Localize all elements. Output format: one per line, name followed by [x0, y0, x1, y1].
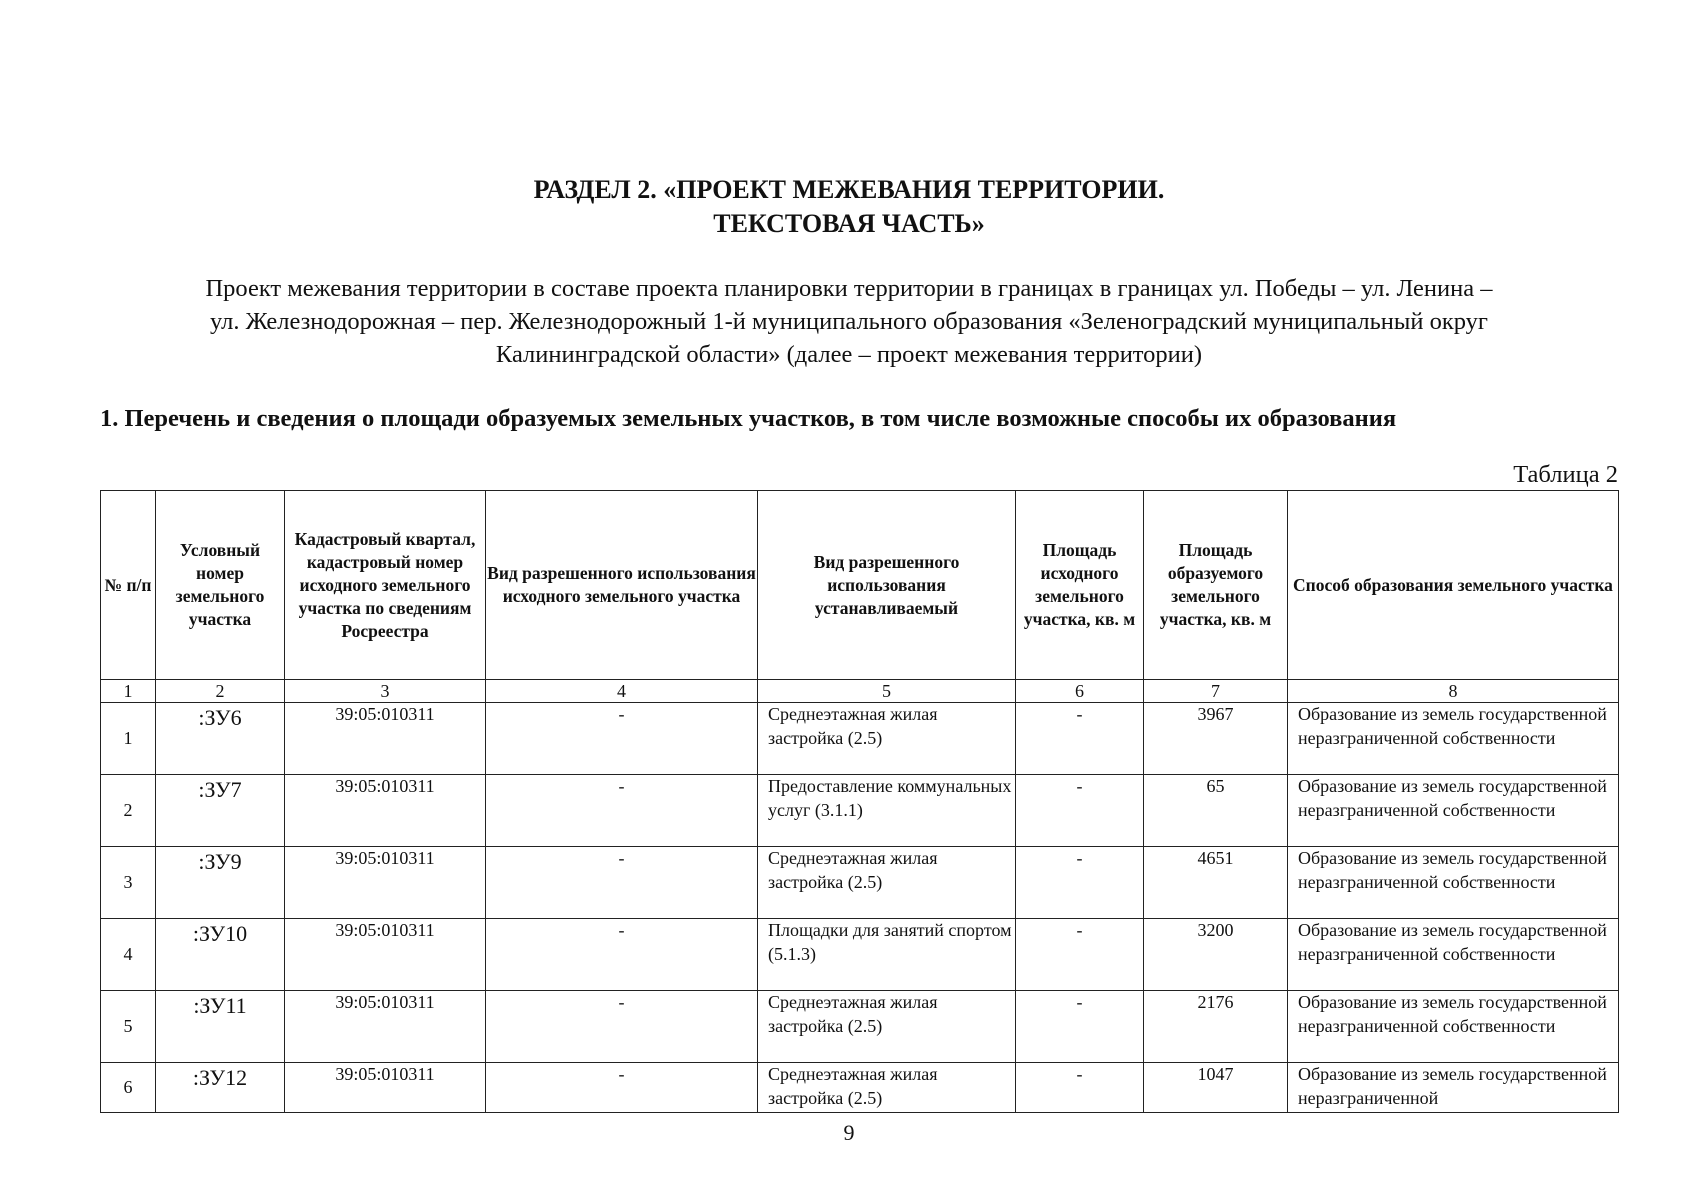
row-index: 1 [101, 703, 156, 775]
plot-area: 2176 [1144, 991, 1288, 1063]
column-number: 1 [101, 680, 156, 703]
source-area: - [1016, 991, 1144, 1063]
target-use: Среднеэтажная жилая застройка (2.5) [758, 847, 1016, 919]
target-use: Предоставление коммунальных услуг (3.1.1) [758, 775, 1016, 847]
header-method: Способ образования земельного участка [1288, 491, 1619, 680]
source-area: - [1016, 847, 1144, 919]
header-index: № п/п [101, 491, 156, 680]
column-number: 2 [156, 680, 285, 703]
formation-method: Образование из земель государственной неразграниченной собственности [1288, 703, 1619, 775]
formation-method: Образование из земель государственной неразграниченной собственности [1288, 847, 1619, 919]
column-number: 8 [1288, 680, 1619, 703]
plot-code: :ЗУ12 [156, 1063, 285, 1113]
intro-line-2: ул. Железнодорожная – пер. Железнодорожный 1-й муниципального образования «Зеленоградский муниципальный округ [210, 308, 1488, 335]
cadastral-number: 39:05:010311 [285, 919, 486, 991]
table-row [101, 847, 1619, 919]
row-index: 3 [101, 847, 156, 919]
header-area: Площадь образуемого земельного участка, кв. м [1144, 491, 1288, 680]
source-use: - [486, 919, 758, 991]
land-plots-table [100, 490, 1619, 1113]
header-plot-code: Условный номер земельного участка [156, 491, 285, 680]
header-source-use: Вид разрешенного использования исходного земельного участка [486, 491, 758, 680]
source-area: - [1016, 1063, 1144, 1113]
formation-method: Образование из земель государственной неразграниченной [1288, 1063, 1619, 1113]
formation-method: Образование из земель государственной неразграниченной собственности [1288, 919, 1619, 991]
table-caption: Таблица 2 [1513, 461, 1618, 488]
table-row [101, 703, 1619, 775]
formation-method: Образование из земель государственной неразграниченной собственности [1288, 775, 1619, 847]
source-area: - [1016, 919, 1144, 991]
section-title-line-2: ТЕКСТОВАЯ ЧАСТЬ» [713, 209, 985, 238]
column-number: 6 [1016, 680, 1144, 703]
source-use: - [486, 1063, 758, 1113]
plot-code: :ЗУ10 [156, 919, 285, 991]
header-cadastral: Кадастровый квартал, кадастровый номер исходного земельного участка по сведениям Росреестра [285, 491, 486, 680]
target-use: Среднеэтажная жилая застройка (2.5) [758, 991, 1016, 1063]
source-use: - [486, 703, 758, 775]
column-number: 3 [285, 680, 486, 703]
plot-code: :ЗУ11 [156, 991, 285, 1063]
target-use: Площадки для занятий спортом (5.1.3) [758, 919, 1016, 991]
plot-area: 65 [1144, 775, 1288, 847]
row-index: 6 [101, 1063, 156, 1113]
table-row [101, 1063, 1619, 1113]
cadastral-number: 39:05:010311 [285, 1063, 486, 1113]
plot-code: :ЗУ6 [156, 703, 285, 775]
table-row [101, 991, 1619, 1063]
intro-line-1: Проект межевания территории в составе проекта планировки территории в границах в границах ул. Победы – ул. Ленина – [205, 275, 1493, 302]
header-target-use: Вид разрешенного использования устанавливаемый [758, 491, 1016, 680]
target-use: Среднеэтажная жилая застройка (2.5) [758, 1063, 1016, 1113]
source-use: - [486, 847, 758, 919]
target-use: Среднеэтажная жилая застройка (2.5) [758, 703, 1016, 775]
cadastral-number: 39:05:010311 [285, 775, 486, 847]
row-index: 2 [101, 775, 156, 847]
source-use: - [486, 991, 758, 1063]
plot-code: :ЗУ9 [156, 847, 285, 919]
formation-method: Образование из земель государственной неразграниченной собственности [1288, 991, 1619, 1063]
page-number: 9 [843, 1120, 855, 1145]
section-title [0, 173, 1698, 241]
row-index: 5 [101, 991, 156, 1063]
plot-area: 1047 [1144, 1063, 1288, 1113]
column-number-row [101, 680, 1619, 703]
source-area: - [1016, 775, 1144, 847]
column-number: 7 [1144, 680, 1288, 703]
subsection-heading: 1. Перечень и сведения о площади образуемых земельных участков, в том числе возможные способы их образования [100, 405, 1397, 432]
plot-area: 3200 [1144, 919, 1288, 991]
source-use: - [486, 775, 758, 847]
plot-code: :ЗУ7 [156, 775, 285, 847]
table-header-row [101, 491, 1619, 680]
cadastral-number: 39:05:010311 [285, 991, 486, 1063]
column-number: 4 [486, 680, 758, 703]
plot-area: 4651 [1144, 847, 1288, 919]
row-index: 4 [101, 919, 156, 991]
header-source-area: Площадь исходного земельного участка, кв. м [1016, 491, 1144, 680]
intro-paragraph [80, 272, 1618, 371]
table-row [101, 775, 1619, 847]
cadastral-number: 39:05:010311 [285, 847, 486, 919]
column-number: 5 [758, 680, 1016, 703]
cadastral-number: 39:05:010311 [285, 703, 486, 775]
source-area: - [1016, 703, 1144, 775]
plot-area: 3967 [1144, 703, 1288, 775]
section-title-line-1: РАЗДЕЛ 2. «ПРОЕКТ МЕЖЕВАНИЯ ТЕРРИТОРИИ. [533, 175, 1165, 204]
table-row [101, 919, 1619, 991]
intro-line-3: Калининградской области» (далее – проект межевания территории) [495, 341, 1203, 368]
